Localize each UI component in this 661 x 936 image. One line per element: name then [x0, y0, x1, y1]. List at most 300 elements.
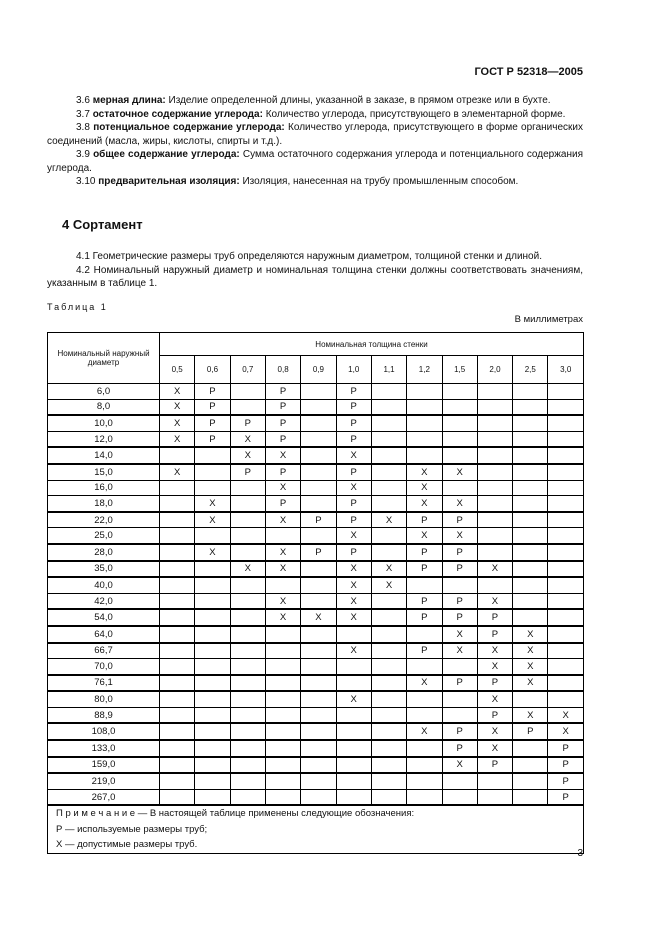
size-cell [407, 691, 442, 707]
size-cell: X [513, 643, 548, 659]
size-cell [265, 643, 300, 659]
definition-term: предварительная изоляция: [98, 176, 240, 187]
size-cell [265, 659, 300, 675]
thickness-header: 0,9 [301, 356, 336, 384]
size-cell [442, 789, 477, 805]
size-cell [195, 757, 230, 774]
table-units: В миллиметрах [514, 314, 583, 325]
standard-header: ГОСТ Р 52318—2005 [474, 66, 583, 78]
size-cell: P [265, 431, 300, 447]
size-cell [513, 691, 548, 707]
size-cell: P [548, 789, 584, 805]
size-cell [548, 675, 584, 692]
size-cell [407, 626, 442, 643]
size-cell [513, 512, 548, 528]
size-cell [513, 415, 548, 431]
size-cell [195, 480, 230, 496]
diameter-cell: 18,0 [48, 496, 160, 512]
size-cell [371, 528, 406, 544]
size-cell [477, 431, 512, 447]
size-cell [371, 757, 406, 774]
size-cell: P [548, 740, 584, 757]
size-cell [160, 561, 195, 578]
size-cell [477, 544, 512, 561]
size-cell: P [195, 431, 230, 447]
size-cell [230, 593, 265, 609]
size-cell: X [513, 707, 548, 723]
definition-text: Изоляция, нанесенная на трубу промышленным способом. [239, 176, 519, 187]
size-cell: X [513, 626, 548, 643]
table-caption: Таблица 1 [47, 302, 108, 312]
size-cell [265, 723, 300, 740]
size-cell: X [371, 577, 406, 593]
size-cell: P [195, 415, 230, 431]
table-row [48, 626, 584, 643]
size-cell [230, 740, 265, 757]
size-cell [442, 447, 477, 464]
size-cell: X [336, 447, 371, 464]
size-cell [442, 691, 477, 707]
size-cell [548, 415, 584, 431]
size-cell: P [442, 561, 477, 578]
size-cell: P [477, 707, 512, 723]
size-cell [195, 626, 230, 643]
size-cell [442, 480, 477, 496]
size-cell: X [442, 528, 477, 544]
size-cell [548, 659, 584, 675]
sizes-table [47, 332, 584, 854]
size-cell [160, 480, 195, 496]
size-cell [513, 528, 548, 544]
size-cell: X [513, 675, 548, 692]
size-cell [230, 480, 265, 496]
size-cell [477, 528, 512, 544]
size-cell: P [407, 561, 442, 578]
size-cell: X [407, 464, 442, 480]
size-cell [371, 415, 406, 431]
size-cell: P [407, 544, 442, 561]
size-cell [195, 707, 230, 723]
size-cell: P [195, 399, 230, 415]
size-cell: X [442, 757, 477, 774]
size-cell: X [407, 528, 442, 544]
table-row [48, 691, 584, 707]
size-cell [301, 740, 336, 757]
size-cell [548, 496, 584, 512]
size-cell [477, 496, 512, 512]
size-cell [407, 577, 442, 593]
size-cell [195, 577, 230, 593]
size-cell: P [230, 464, 265, 480]
size-cell [513, 593, 548, 609]
size-cell: X [407, 480, 442, 496]
size-cell [371, 609, 406, 626]
size-cell [195, 723, 230, 740]
size-cell: X [265, 593, 300, 609]
size-cell: P [407, 512, 442, 528]
size-cell: P [407, 609, 442, 626]
table-row [48, 723, 584, 740]
size-cell: X [477, 593, 512, 609]
size-cell [513, 384, 548, 400]
size-cell [548, 691, 584, 707]
size-cell [230, 789, 265, 805]
size-cell [265, 757, 300, 774]
size-cell [442, 431, 477, 447]
size-cell [371, 723, 406, 740]
size-cell: X [477, 643, 512, 659]
size-cell: P [265, 464, 300, 480]
size-cell: P [442, 609, 477, 626]
size-cell [477, 464, 512, 480]
size-cell [407, 773, 442, 789]
size-cell [301, 496, 336, 512]
thickness-header: 3,0 [548, 356, 584, 384]
size-cell [513, 609, 548, 626]
diameter-cell: 108,0 [48, 723, 160, 740]
size-cell [548, 577, 584, 593]
size-cell: P [442, 723, 477, 740]
size-cell [195, 643, 230, 659]
note-x: Х — допустимые размеры труб. [56, 839, 198, 851]
size-cell [513, 789, 548, 805]
size-cell: P [336, 384, 371, 400]
size-cell [160, 740, 195, 757]
size-cell [548, 512, 584, 528]
definition-item [47, 108, 583, 122]
size-cell: P [442, 512, 477, 528]
diameter-cell: 267,0 [48, 789, 160, 805]
size-cell [265, 675, 300, 692]
size-cell [160, 659, 195, 675]
size-cell [301, 561, 336, 578]
size-cell [477, 399, 512, 415]
size-cell [548, 626, 584, 643]
size-cell [230, 384, 265, 400]
thickness-header: 2,0 [477, 356, 512, 384]
size-cell [301, 431, 336, 447]
size-cell: X [195, 512, 230, 528]
size-cell [265, 789, 300, 805]
definition-item [47, 148, 583, 175]
size-cell: P [336, 544, 371, 561]
size-cell [301, 789, 336, 805]
size-cell [407, 399, 442, 415]
definition-text: Сумма остаточного содержания углерода и потенциального содержания углерода. [47, 149, 584, 174]
size-cell: X [301, 609, 336, 626]
size-cell [301, 415, 336, 431]
size-cell: X [195, 544, 230, 561]
table-row [48, 740, 584, 757]
size-cell: P [548, 773, 584, 789]
size-cell: X [336, 593, 371, 609]
size-cell: P [477, 757, 512, 774]
size-cell [371, 675, 406, 692]
thickness-header: 1,1 [371, 356, 406, 384]
size-cell [371, 464, 406, 480]
size-cell [230, 609, 265, 626]
size-cell: X [336, 643, 371, 659]
size-cell: P [442, 740, 477, 757]
size-cell [371, 399, 406, 415]
size-cell [195, 593, 230, 609]
size-cell [195, 691, 230, 707]
size-cell [442, 384, 477, 400]
paragraph-4-1: 4.1 Геометрические размеры труб определяются наружным диаметром, толщиной стенки и длиной. [76, 251, 542, 262]
size-cell: P [301, 544, 336, 561]
size-cell [513, 464, 548, 480]
size-cell [548, 447, 584, 464]
size-cell: X [477, 740, 512, 757]
table-row [48, 399, 584, 415]
table-row [48, 528, 584, 544]
thickness-header: 1,0 [336, 356, 371, 384]
size-cell [336, 773, 371, 789]
size-cell: X [442, 626, 477, 643]
size-cell [160, 626, 195, 643]
diameter-cell: 76,1 [48, 675, 160, 692]
definition-text: Количество углерода, присутствующего в форме органических соединений (масла, жиры, кислоты, спирты и т.д.). [47, 122, 583, 147]
table-row [48, 707, 584, 723]
definition-number: 3.7 [76, 108, 90, 120]
size-cell [371, 626, 406, 643]
size-cell [195, 675, 230, 692]
diameter-cell: 35,0 [48, 561, 160, 578]
size-cell [160, 643, 195, 659]
size-cell: P [477, 626, 512, 643]
size-cell [301, 464, 336, 480]
size-cell: X [371, 512, 406, 528]
size-cell [301, 691, 336, 707]
size-cell [160, 609, 195, 626]
size-cell [230, 544, 265, 561]
size-cell [301, 577, 336, 593]
size-cell [477, 480, 512, 496]
size-cell: X [336, 480, 371, 496]
thickness-header: 0,8 [265, 356, 300, 384]
size-cell: P [336, 496, 371, 512]
size-cell: X [265, 609, 300, 626]
table-row [48, 609, 584, 626]
size-cell: X [477, 723, 512, 740]
size-cell [407, 740, 442, 757]
definitions [47, 94, 583, 189]
size-cell [407, 789, 442, 805]
size-cell: X [442, 496, 477, 512]
size-cell [160, 789, 195, 805]
size-cell [336, 723, 371, 740]
size-cell [477, 773, 512, 789]
size-cell: X [160, 431, 195, 447]
page-number: 3 [577, 848, 583, 859]
size-cell: X [160, 399, 195, 415]
size-cell [230, 643, 265, 659]
size-cell [513, 773, 548, 789]
size-cell [371, 447, 406, 464]
size-cell [513, 577, 548, 593]
note-title: П р и м е ч а н и е — В настоящей таблице применены следующие обозначения: [56, 808, 415, 820]
size-cell [301, 593, 336, 609]
thickness-header: 1,2 [407, 356, 442, 384]
size-cell [160, 723, 195, 740]
thickness-header: 1,5 [442, 356, 477, 384]
size-cell [477, 512, 512, 528]
size-cell [160, 528, 195, 544]
size-cell [301, 773, 336, 789]
size-cell [301, 723, 336, 740]
size-cell [442, 707, 477, 723]
size-cell [548, 561, 584, 578]
size-cell [160, 577, 195, 593]
diameter-cell: 12,0 [48, 431, 160, 447]
definition-term: остаточное содержание углерода: [92, 108, 263, 120]
size-cell: X [513, 659, 548, 675]
size-cell [301, 757, 336, 774]
size-cell [160, 496, 195, 512]
size-cell [160, 773, 195, 789]
size-cell [548, 593, 584, 609]
size-cell [336, 707, 371, 723]
table-row [48, 773, 584, 789]
size-cell: X [442, 464, 477, 480]
size-cell [548, 480, 584, 496]
size-cell [407, 415, 442, 431]
size-cell: X [477, 659, 512, 675]
size-cell [371, 643, 406, 659]
size-cell [477, 577, 512, 593]
size-cell [230, 691, 265, 707]
size-cell: X [265, 447, 300, 464]
size-cell [477, 384, 512, 400]
table-row [48, 496, 584, 512]
thickness-header: 2,5 [513, 356, 548, 384]
table-note [48, 805, 584, 853]
size-cell [265, 691, 300, 707]
size-cell [548, 384, 584, 400]
size-cell [371, 773, 406, 789]
size-cell [160, 512, 195, 528]
table-row [48, 384, 584, 400]
size-cell: P [407, 593, 442, 609]
size-cell: P [230, 415, 265, 431]
size-cell [160, 757, 195, 774]
size-cell: X [160, 384, 195, 400]
size-cell [195, 789, 230, 805]
size-cell [160, 675, 195, 692]
size-cell: X [336, 577, 371, 593]
size-cell [407, 757, 442, 774]
size-cell: X [336, 609, 371, 626]
size-cell: X [265, 480, 300, 496]
size-cell [265, 707, 300, 723]
diameter-cell: 54,0 [48, 609, 160, 626]
diameter-cell: 22,0 [48, 512, 160, 528]
size-cell [301, 675, 336, 692]
size-cell [230, 707, 265, 723]
size-cell: P [195, 384, 230, 400]
table-row [48, 431, 584, 447]
size-cell [265, 577, 300, 593]
size-cell: X [265, 561, 300, 578]
size-cell [265, 528, 300, 544]
size-cell [442, 577, 477, 593]
size-cell [230, 496, 265, 512]
size-cell [301, 399, 336, 415]
size-cell [301, 643, 336, 659]
size-cell [548, 399, 584, 415]
size-cell: X [230, 447, 265, 464]
table-row [48, 512, 584, 528]
size-cell [160, 691, 195, 707]
definition-item [47, 175, 583, 189]
size-cell: P [265, 399, 300, 415]
thickness-group-header: Номинальная толщина стенки [160, 333, 584, 356]
size-cell [195, 659, 230, 675]
size-cell: X [548, 723, 584, 740]
diameter-cell: 10,0 [48, 415, 160, 431]
size-cell [336, 740, 371, 757]
size-cell: X [336, 561, 371, 578]
size-cell [195, 464, 230, 480]
table-row [48, 675, 584, 692]
size-cell [230, 399, 265, 415]
definition-item [47, 94, 583, 108]
section-title: 4 Сортамент [62, 217, 143, 232]
size-cell [371, 659, 406, 675]
table-row [48, 577, 584, 593]
definition-number: 3.8 [76, 122, 90, 133]
size-cell: P [265, 496, 300, 512]
size-cell: P [442, 593, 477, 609]
diameter-cell: 133,0 [48, 740, 160, 757]
size-cell [513, 561, 548, 578]
size-cell [230, 512, 265, 528]
size-cell [407, 384, 442, 400]
size-cell [230, 723, 265, 740]
definition-number: 3.10 [76, 176, 96, 187]
size-cell [548, 609, 584, 626]
size-cell [407, 707, 442, 723]
definition-number: 3.9 [76, 149, 90, 160]
size-cell [301, 707, 336, 723]
size-cell [407, 659, 442, 675]
size-cell [442, 773, 477, 789]
table-row [48, 544, 584, 561]
size-cell [265, 740, 300, 757]
size-cell [371, 496, 406, 512]
size-cell [160, 447, 195, 464]
definition-term: потенциальное содержание углерода: [93, 122, 285, 133]
size-cell: P [265, 415, 300, 431]
size-cell: P [301, 512, 336, 528]
size-cell: P [336, 431, 371, 447]
size-cell [371, 593, 406, 609]
size-cell [548, 431, 584, 447]
size-cell [513, 480, 548, 496]
diameter-cell: 14,0 [48, 447, 160, 464]
table-row [48, 561, 584, 578]
diameter-cell: 88,9 [48, 707, 160, 723]
size-cell [195, 447, 230, 464]
paragraph-4-2: 4.2 Номинальный наружный диаметр и номинальная толщина стенки должны соответствовать значениям, указанным в таблице 1. [47, 264, 583, 289]
size-cell: X [371, 561, 406, 578]
size-cell [442, 659, 477, 675]
size-cell [336, 675, 371, 692]
size-cell: X [230, 561, 265, 578]
size-cell: X [407, 723, 442, 740]
size-cell [336, 626, 371, 643]
size-cell [301, 480, 336, 496]
